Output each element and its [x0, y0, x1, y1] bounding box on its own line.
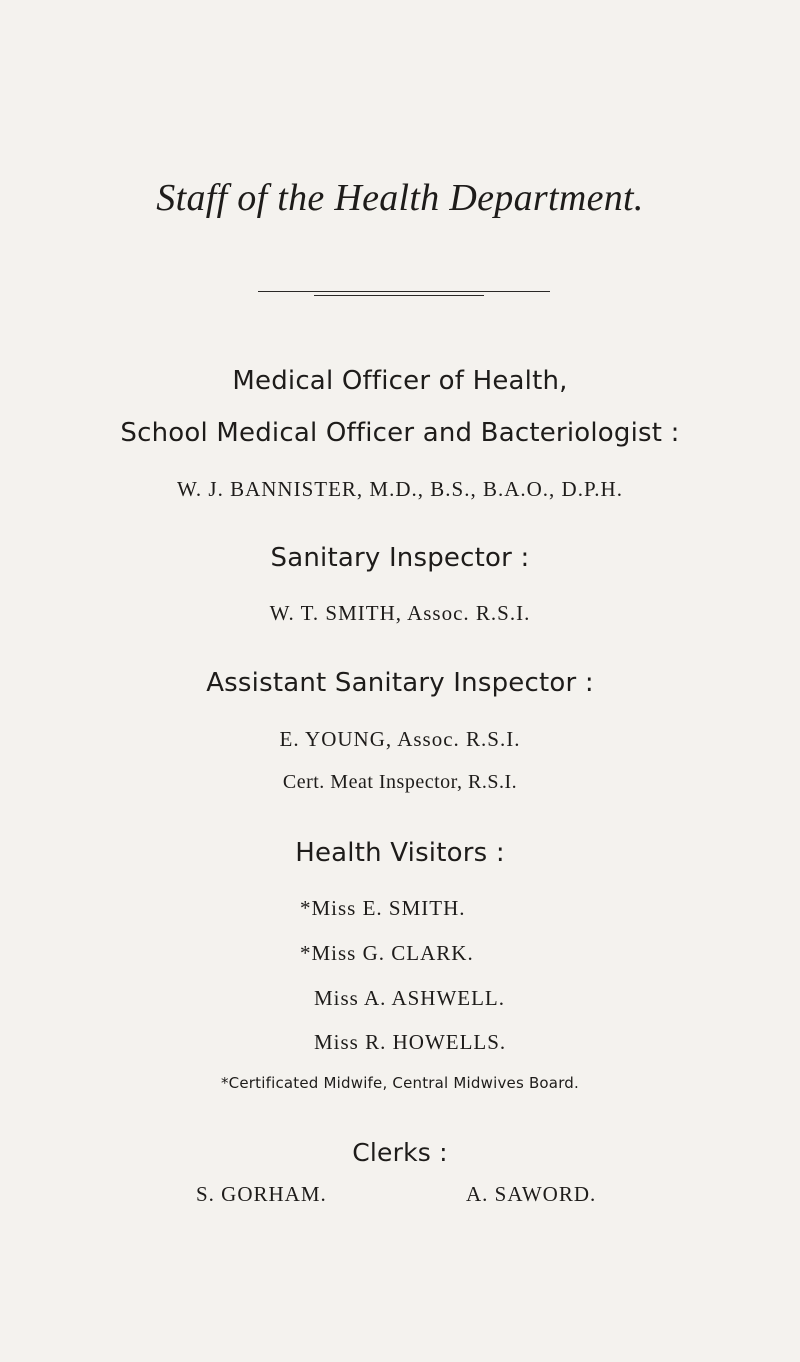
assistant-sanitary-inspector-heading: Assistant Sanitary Inspector :: [206, 668, 594, 698]
assistant-sanitary-inspector-name: E. YOUNG, Assoc. R.S.I.: [279, 727, 521, 751]
health-visitor-item: *Miss E. SMITH.: [300, 896, 466, 920]
assistant-sanitary-inspector-qualification: Cert. Meat Inspector, R.S.I.: [282, 771, 518, 793]
health-visitor-item: Miss R. HOWELLS.: [314, 1030, 507, 1054]
title-divider: [258, 291, 550, 292]
medical-officer-name: W. J. BANNISTER, M.D., B.S., B.A.O., D.P.H.: [177, 477, 623, 501]
clerk-item: S. GORHAM.: [196, 1182, 327, 1206]
sanitary-inspector-name: W. T. SMITH, Assoc. R.S.I.: [269, 601, 531, 625]
health-visitor-item: Miss A. ASHWELL.: [314, 986, 506, 1010]
health-visitor-item: *Miss G. CLARK.: [300, 941, 474, 965]
health-visitors-footnote: *Certificated Midwife, Central Midwives Board.: [220, 1074, 579, 1092]
clerks-heading: Clerks :: [352, 1138, 448, 1167]
medical-officer-heading-line2: School Medical Officer and Bacteriologist :: [120, 418, 680, 448]
sanitary-inspector-heading: Sanitary Inspector :: [270, 543, 530, 573]
health-visitors-heading: Health Visitors :: [295, 838, 505, 868]
page-title: Staff of the Health Department.: [156, 177, 644, 219]
medical-officer-heading-line1: Medical Officer of Health,: [232, 366, 568, 396]
title-divider-underline: [314, 295, 484, 296]
clerk-item: A. SAWORD.: [466, 1182, 597, 1206]
